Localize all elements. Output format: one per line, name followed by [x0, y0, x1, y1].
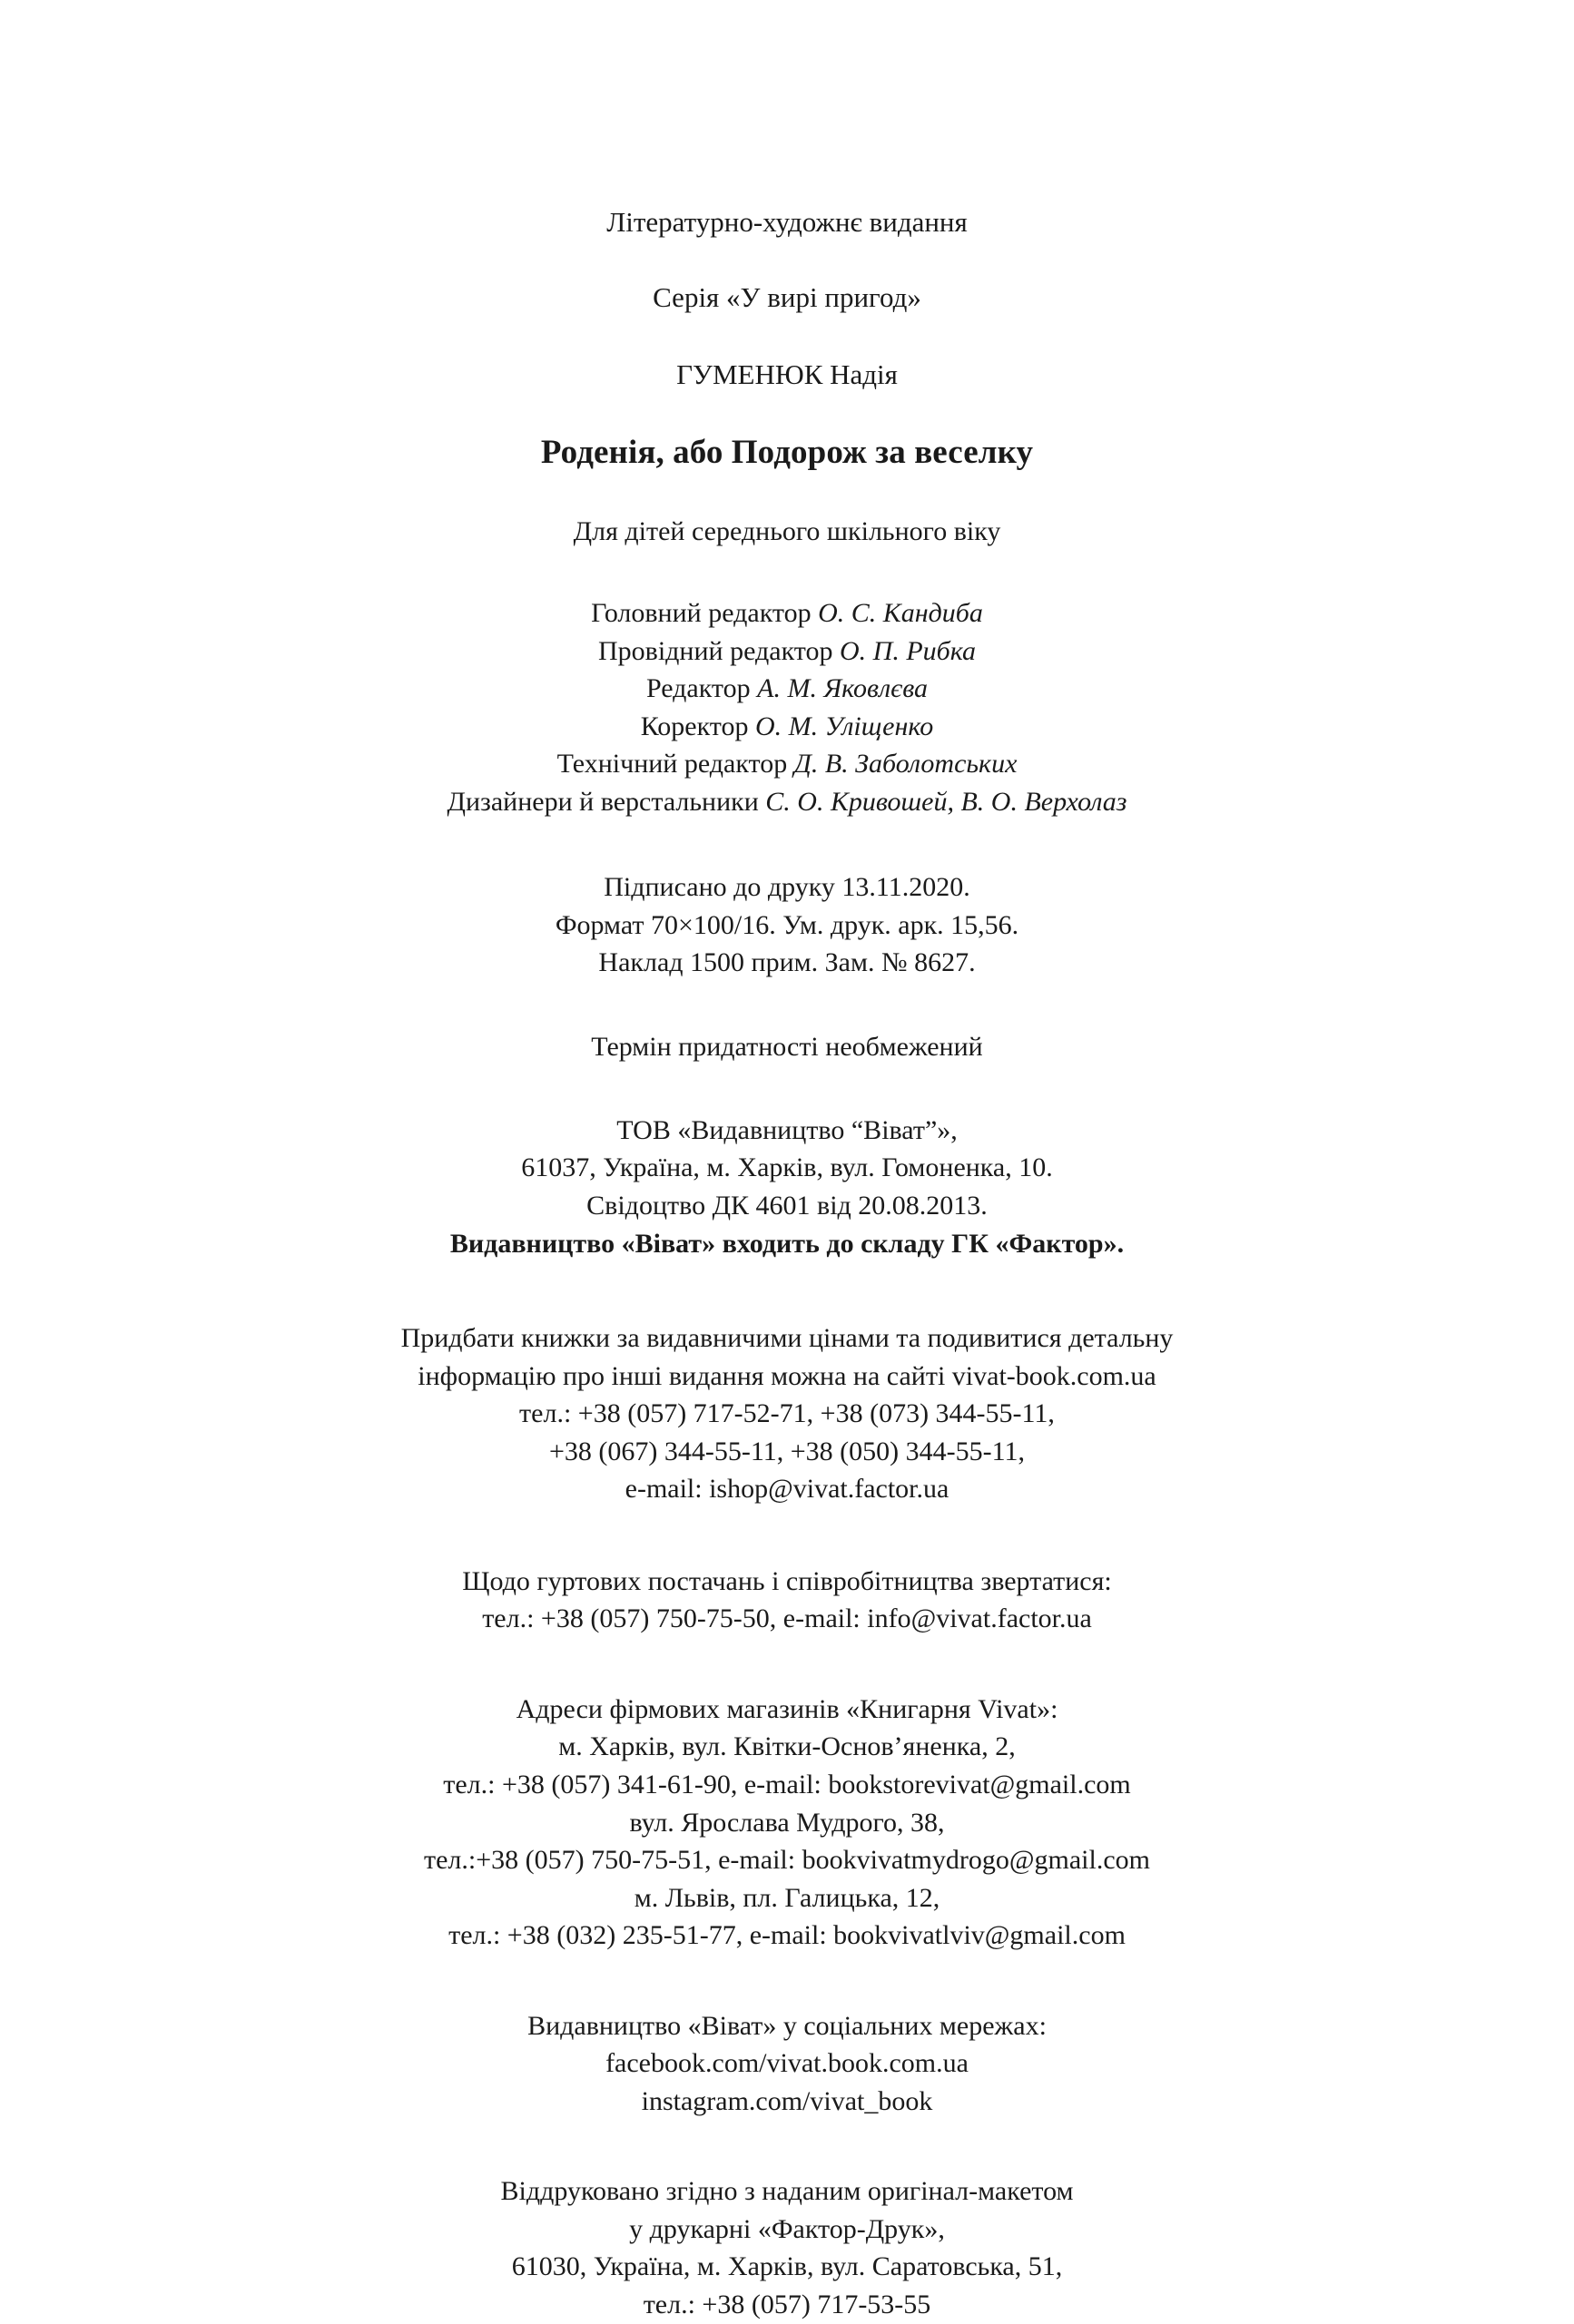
shelf-life-note — [272, 1029, 1302, 1064]
printhouse-note: Віддруковано згідно з наданим оригінал-макетом — [500, 2176, 1074, 2207]
book-title-text: Роденія, або Подорож за веселку — [540, 433, 1034, 471]
purchase-email-line: e-mail: ishop@vivat.factor.ua — [625, 1474, 949, 1505]
wholesale-block — [272, 1563, 1302, 1638]
stores-block — [272, 1691, 1302, 1955]
credit-name: О. С. Кандиба — [818, 597, 983, 628]
store-contact-line: тел.: +38 (057) 341-61-90, e-mail: bookstorevivat@gmail.com — [443, 1770, 1131, 1800]
shelf-life-text: Термін придатності необмежений — [591, 1031, 983, 1062]
store-contact-line: тел.:+38 (057) 750-75-51, e-mail: bookvivatmydrogo@gmail.com — [424, 1845, 1150, 1876]
credits-block — [272, 594, 1302, 820]
author-name-text: ГУМЕНЮК Надія — [676, 358, 898, 390]
store-address-line: м. Львів, пл. Галицька, 12, — [634, 1882, 940, 1913]
series-name — [272, 279, 1302, 316]
publisher-company: ТОВ «Видавництво “Віват”», — [616, 1114, 958, 1145]
credit-name: О. П. Рибка — [839, 635, 977, 666]
credit-row — [272, 632, 1302, 671]
purchase-info-line: інформацію про інші видання можна на сайті vivat-book.com.ua — [418, 1360, 1156, 1391]
credit-row — [272, 783, 1302, 821]
target-audience-text: Для дітей середнього шкільного віку — [573, 515, 1001, 546]
credit-name: С. О. Кривошей, В. О. Верхолаз — [765, 786, 1127, 817]
author-name — [272, 357, 1302, 393]
facebook-link: facebook.com/vivat.book.com.ua — [605, 2048, 969, 2079]
printhouse-phone: тел.: +38 (057) 717-53-55 — [643, 2290, 931, 2320]
stores-heading: Адреси фірмових магазинів «Книгарня Vivat»: — [516, 1693, 1058, 1724]
credit-role: Головний редактор — [591, 597, 812, 628]
publisher-block — [272, 1112, 1302, 1262]
printhouse-name: у друкарні «Фактор-Друк», — [629, 2213, 945, 2244]
store-contact-line: тел.: +38 (032) 235-51-77, e-mail: bookvivatlviv@gmail.com — [448, 1920, 1126, 1951]
store-address-line: вул. Ярослава Мудрого, 38, — [629, 1807, 945, 1838]
print-info-line: Формат 70×100/16. Ум. друк. арк. 15,56. — [555, 909, 1019, 940]
instagram-link: instagram.com/vivat_book — [641, 2085, 933, 2116]
credit-row — [272, 708, 1302, 746]
edition-type-text: Літературно-художнє видання — [606, 206, 968, 238]
publisher-certificate: Свідоцтво ДК 4601 від 20.08.2013. — [586, 1191, 988, 1221]
credit-role: Технічний редактор — [556, 749, 788, 780]
social-media-heading: Видавництво «Віват» у соціальних мережах: — [527, 2010, 1047, 2041]
credit-role: Дизайнери й верстальники — [447, 786, 759, 817]
colophon-content — [272, 204, 1302, 2324]
credit-row — [272, 670, 1302, 708]
credit-name: Д. В. Заболотських — [793, 749, 1018, 780]
credit-row — [272, 594, 1302, 632]
printhouse-block — [272, 2172, 1302, 2323]
store-address-line: м. Харків, вул. Квітки-Основ’яненка, 2, — [558, 1731, 1016, 1762]
purchase-info-line: Придбати книжки за видавничими цінами та подивитися детальну — [400, 1323, 1174, 1354]
publisher-group-note: Видавництво «Віват» входить до складу ГК «Фактор». — [449, 1228, 1125, 1259]
print-info-line: Підписано до друку 13.11.2020. — [604, 872, 970, 903]
publisher-address: 61037, Україна, м. Харків, вул. Гомоненка, 10. — [521, 1152, 1053, 1183]
purchase-phone-line: +38 (067) 344-55-11, +38 (050) 344-55-11, — [548, 1436, 1026, 1466]
credit-role: Редактор — [645, 673, 751, 704]
print-info-line: Наклад 1500 прим. Зам. № 8627. — [598, 947, 976, 978]
purchase-phone-line: тел.: +38 (057) 717-52-71, +38 (073) 344-55-11, — [519, 1398, 1055, 1429]
printhouse-address: 61030, Україна, м. Харків, вул. Саратовська, 51, — [511, 2251, 1063, 2282]
credit-role: Провідний редактор — [597, 635, 833, 666]
series-name-text: Серія «У вирі пригод» — [653, 281, 921, 314]
purchase-info-block — [272, 1319, 1302, 1508]
target-audience — [272, 514, 1302, 549]
edition-type — [272, 204, 1302, 240]
wholesale-contact-line: тел.: +38 (057) 750-75-50, e-mail: info@vivat.factor.ua — [482, 1603, 1092, 1634]
wholesale-heading: Щодо гуртових постачань і співробітництва звертатися: — [462, 1565, 1112, 1596]
credit-name: О. М. Уліщенко — [754, 711, 934, 741]
book-title — [272, 431, 1302, 475]
credit-role: Коректор — [640, 711, 749, 741]
social-media-block — [272, 2007, 1302, 2121]
credit-name: А. М. Яковлєва — [757, 673, 929, 704]
credit-row — [272, 745, 1302, 783]
print-info-block — [272, 868, 1302, 982]
